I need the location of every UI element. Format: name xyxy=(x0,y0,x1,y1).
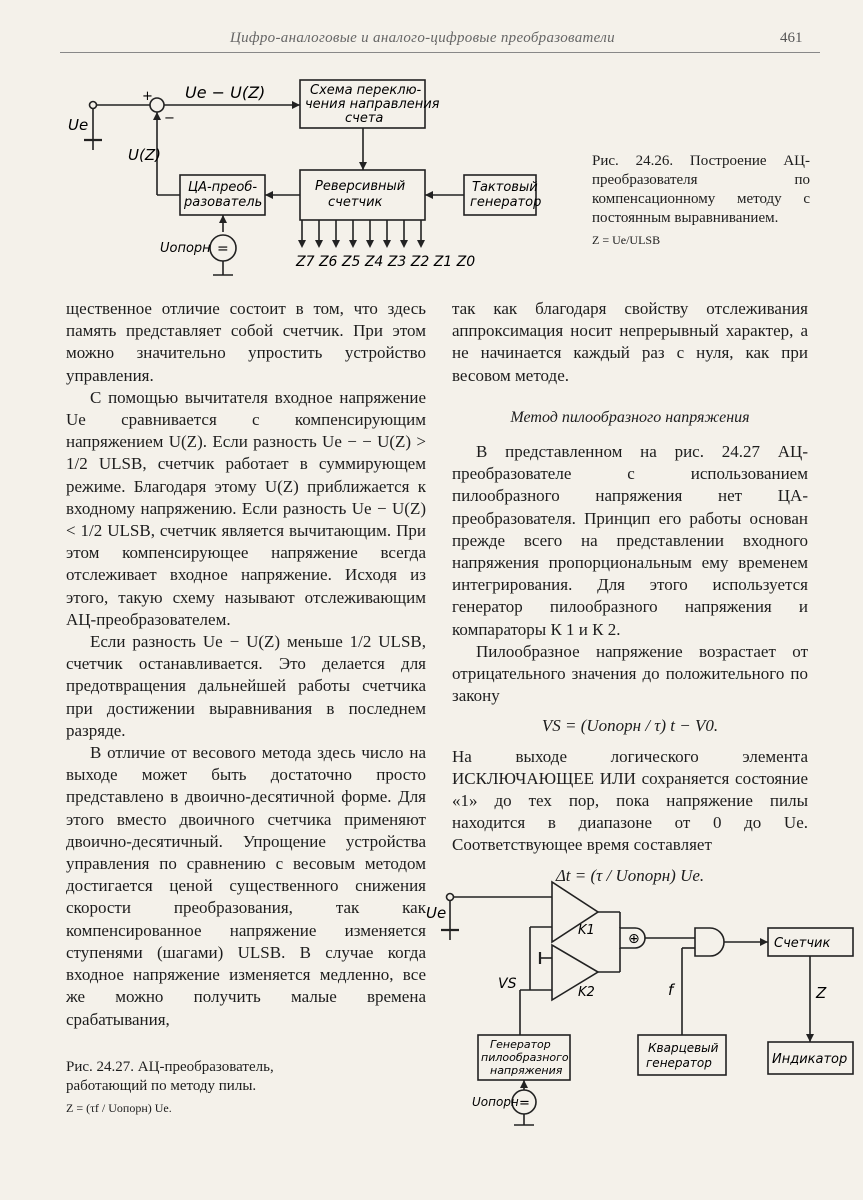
saw-label-1: Генератор xyxy=(490,1038,551,1051)
figure-24-27-caption xyxy=(66,1058,331,1118)
output-bits-label: Z7 Z6 Z5 Z4 Z3 Z2 Z1 Z0 xyxy=(296,254,476,270)
k2-label: K2 xyxy=(578,985,595,1000)
reference-label: Uопорн xyxy=(472,1095,519,1109)
counter-label: Счетчик xyxy=(774,936,831,951)
plus-sign: + xyxy=(142,89,153,104)
saw-label-3: напряжения xyxy=(490,1064,563,1077)
xor-symbol: ⊕ xyxy=(628,931,640,947)
paragraph: В представленном на рис. 24.27 АЦ-преобразователе с использованием пилообразного напряжения нет ЦА-преобразователя. Принцип его работы основан прежде всего на представлении входного напряжения пропорциональным ему временем интегрирования. Для этого используется генератор пилообразного напряжения и компараторы К 1 и К 2. xyxy=(452,442,808,639)
dac-block-line-2: разователь xyxy=(184,195,263,210)
paragraph: На выходе логического элемента ИСКЛЮЧАЮЩЕЕ ИЛИ сохраняется состояние «1» до тех пор, пока напряжение пилы находится в диапазоне от 0 до Ue. Соответствующее время составляет xyxy=(452,746,808,855)
quartz-label-2: генератор xyxy=(646,1056,712,1070)
reference-label: Uопорн xyxy=(160,241,211,256)
z-label: Z xyxy=(816,984,827,1002)
clock-block-line-1: Тактовый xyxy=(472,180,538,195)
switch-block-line-3: счета xyxy=(345,111,384,126)
section-title: Метод пилообразного напряжения xyxy=(510,408,750,426)
caption-text: Рис. 24.27. АЦ-преобразователь, работающий по методу пилы. xyxy=(66,1059,274,1094)
minus-sign: − xyxy=(164,111,175,126)
source-sign: = xyxy=(519,1096,530,1111)
paragraph: С помощью вычитателя входное напряжение Ue сравнивается с компенсирующим напряжением U(Z). Если разность Ue − − U(Z) > 1/2 ULSB, счетчик работает в суммирующем режиме. Благодаря этому U(Z) приближается к входному напряжению. Если разность Ue − U(Z) < 1/2 ULSB, счетчик является вычитающим. При этом компенсирующее напряжение всегда отслеживает входное напряжение. Исходя из этого, такую схему называют отслеживающим АЦ-преобразователем. xyxy=(66,387,426,629)
switch-block-line-2: чения направления xyxy=(305,97,440,112)
caption-formula: Z = (τf / Uопорн) Ue. xyxy=(66,1101,172,1115)
header-rule xyxy=(60,52,820,53)
counter-block-line-1: Реверсивный xyxy=(315,179,406,194)
caption-formula: Z = Ue/ULSB xyxy=(592,233,661,247)
figure-24-26-caption xyxy=(592,152,810,250)
clock-block-line-2: генератор xyxy=(470,195,542,210)
saw-label-2: пилообразного xyxy=(481,1051,569,1064)
figure-24-26 xyxy=(60,70,580,285)
page-number: 461 xyxy=(780,30,803,46)
equation-vs: VS = (Uопорн / τ) t − V0. xyxy=(541,716,719,736)
feedback-label: U(Z) xyxy=(128,146,161,164)
input-terminal xyxy=(90,102,97,109)
paragraph: так как благодаря свойству отслеживания аппроксимация носит непрерывный характер, а не начинается каждый раз с нуля, как при весовом методе. xyxy=(452,299,808,385)
left-column xyxy=(66,298,426,1031)
dac-block-line-1: ЦА-преоб- xyxy=(188,180,258,195)
paragraph: В отличие от весового метода здесь число на выходе может быть достаточно просто представлено в двоично-десятичной форме. Для этого вместо двоичного счетчика применяют двоично-десятичный. Упрощение устройства управления по сравнению с весовым методом достигается ценой существенного снижения скорости преобразования, так как компенсированное напряжение изменяется ступенями (шагами) ULSB. В случае когда входное напряжение изменяется медленно, все же можно получить малые времена срабатывания, xyxy=(66,743,426,1029)
f-label: f xyxy=(668,981,674,999)
vs-label: VS xyxy=(498,976,517,992)
paragraph: Пилообразное напряжение возрастает от отрицательного значения до положительного по закону xyxy=(452,641,808,706)
and-gate xyxy=(695,928,724,956)
figure-24-27 xyxy=(420,870,860,1135)
paragraph: Если разность Ue − U(Z) меньше 1/2 ULSB, счетчик останавливается. Это делается для предотвращения дальнейшей работы счетчика при достижении выравнивания в последнем разряде. xyxy=(66,632,426,740)
paragraph: щественное отличие состоит в том, что здесь память представляет собой счетчик. При этом можно значительно упростить устройство управления. xyxy=(66,299,426,385)
input-label: Ue xyxy=(68,116,89,134)
input-terminal xyxy=(447,894,454,901)
right-column xyxy=(452,298,808,895)
caption-text: Рис. 24.26. Построение АЦ-преобразователя по компенсационному методу с постоянным выравниванием. xyxy=(592,153,810,226)
source-sign: = xyxy=(217,241,229,257)
switch-block-line-1: Схема переклю- xyxy=(310,83,422,98)
indicator-label: Индикатор xyxy=(772,1052,848,1067)
input-label: Ue xyxy=(426,904,447,922)
running-title: Цифро-аналоговые и аналого-цифровые преобразователи xyxy=(230,30,615,46)
quartz-label-1: Кварцевый xyxy=(648,1041,719,1055)
k1-label: K1 xyxy=(578,923,595,938)
equation-dt: Δt = (τ / Uопорн) Ue. xyxy=(555,865,705,885)
difference-label: Ue − U(Z) xyxy=(185,83,266,102)
counter-block-line-2: счетчик xyxy=(328,195,383,210)
